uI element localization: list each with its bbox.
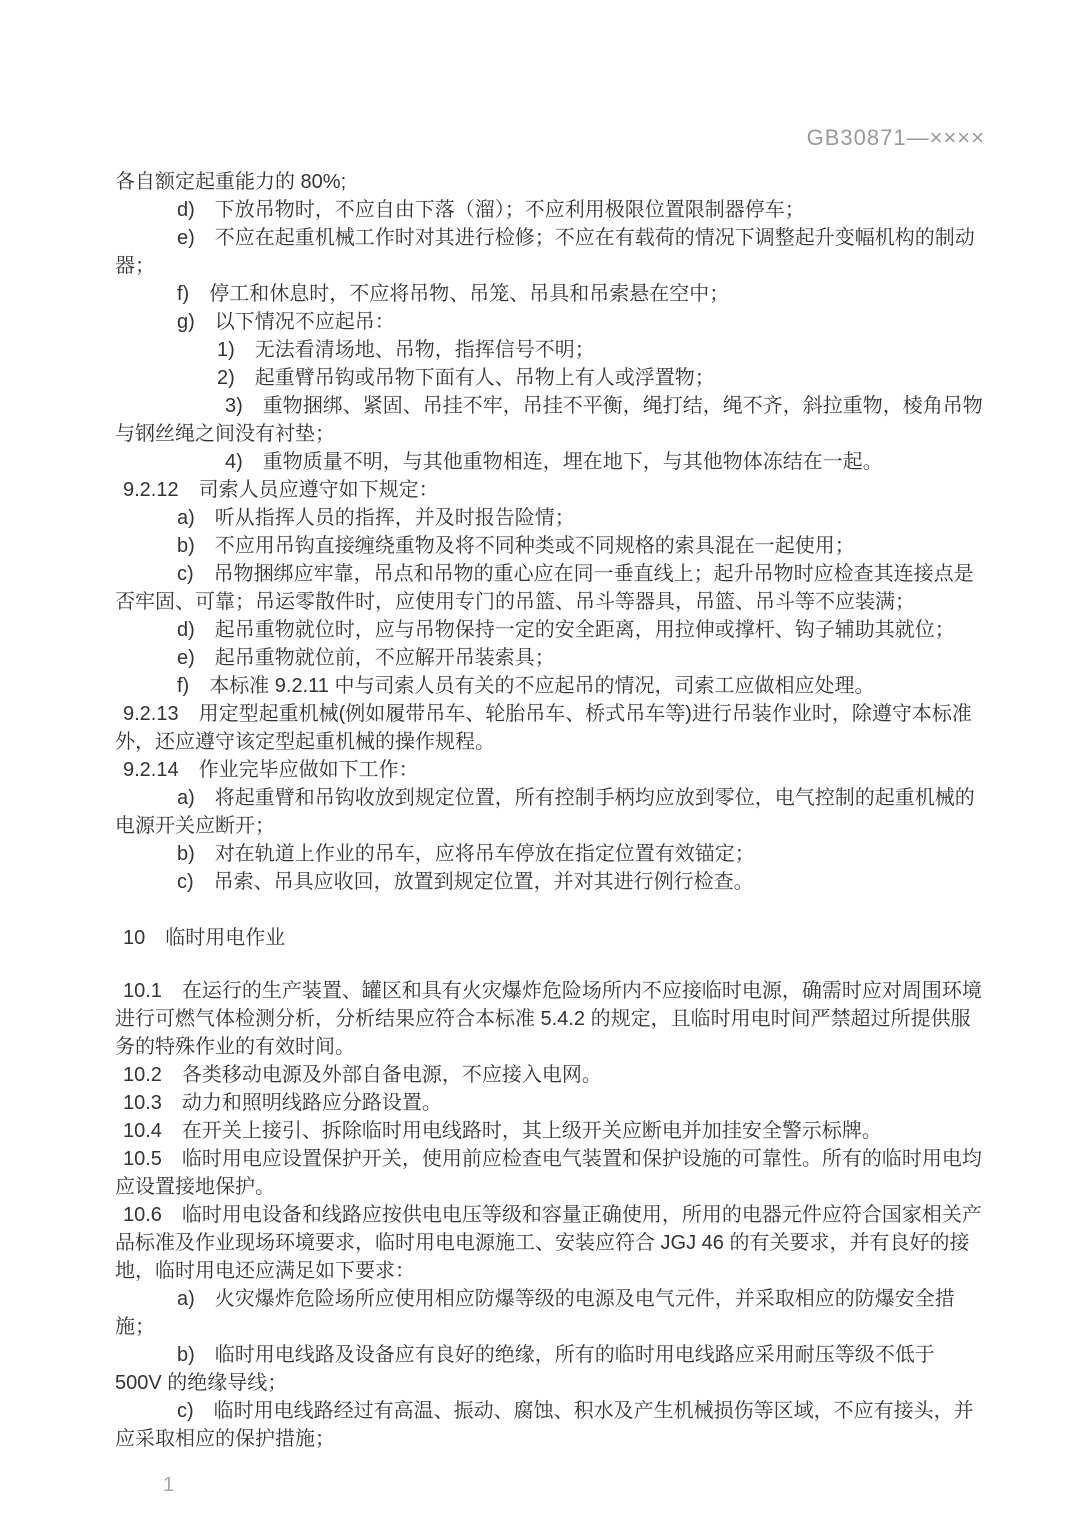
document-paragraph: 9.2.12 司索人员应遵守如下规定：	[123, 479, 439, 501]
document-paragraph: 10.2 各类移动电源及外部自备电源，不应接入电网。	[123, 1064, 602, 1086]
document-paragraph: 10.5 临时用电应设置保护开关，使用前应检查电气装置和保护设施的可靠性。所有的临时用电均应设置接地保护。	[115, 1148, 982, 1198]
document-paragraph: e) 不应在起重机械工作时对其进行检修；不应在有载荷的情况下调整起升变幅机构的制动器；	[115, 227, 975, 277]
document-paragraph: b) 不应用吊钩直接缠绕重物及将不同种类或不同规格的索具混在一起使用；	[177, 535, 855, 557]
document-paragraph: b) 对在轨道上作业的吊车，应将吊车停放在指定位置有效锚定；	[177, 843, 755, 865]
document-paragraph: b) 临时用电线路及设备应有良好的绝缘，所有的临时用电线路应采用耐压等级不低于 500V 的绝缘导线；	[115, 1344, 935, 1394]
document-paragraph: 9.2.14 作业完毕应做如下工作：	[123, 759, 419, 781]
document-paragraph: 4) 重物质量不明，与其他重物相连，埋在地下，与其他物体冻结在一起。	[225, 451, 883, 473]
document-paragraph: 9.2.13 用定型起重机械(例如履带吊车、轮胎吊车、桥式吊车等)进行吊装作业时，除遵守本标准外，还应遵守该定型起重机械的操作规程。	[115, 703, 972, 753]
document-paragraph: c) 吊索、吊具应收回，放置到规定位置，并对其进行例行检查。	[177, 871, 754, 893]
document-paragraph: a) 火灾爆炸危险场所应使用相应防爆等级的电源及电气元件，并采取相应的防爆安全措施；	[115, 1288, 955, 1338]
document-paragraph: a) 将起重臂和吊钩收放到规定位置，所有控制手柄均应放到零位，电气控制的起重机械的电源开关应断开；	[115, 787, 975, 837]
document-paragraph: 10.1 在运行的生产装置、罐区和具有火灾爆炸危险场所内不应接临时电源，确需时应对周围环境进行可燃气体检测分析，分析结果应符合本标准 5.4.2 的规定，且临时用电时间严禁超过所提供服务的特殊作业的有效时间。	[115, 980, 982, 1058]
document-paragraph: a) 听从指挥人员的指挥，并及时报告险情；	[177, 507, 575, 529]
section-heading: 10 临时用电作业	[123, 927, 286, 949]
document-paragraph: f) 本标准 9.2.11 中与司索人员有关的不应起吊的情况，司索工应做相应处理。	[177, 675, 875, 697]
document-paragraph: d) 下放吊物时，不应自由下落（溜）；不应利用极限位置限制器停车；	[177, 199, 805, 221]
standard-code: GB30871—××××	[806, 125, 985, 150]
document-paragraph: g) 以下情况不应起吊：	[177, 311, 395, 333]
document-paragraph: 2) 起重臂吊钩或吊物下面有人、吊物上有人或浮置物；	[217, 367, 715, 389]
document-paragraph: f) 停工和休息时，不应将吊物、吊笼、吊具和吊索悬在空中；	[177, 283, 730, 305]
document-paragraph: 3) 重物捆绑、紧固、吊挂不牢，吊挂不平衡，绳打结，绳不齐，斜拉重物，棱角吊物与钢丝绳之间没有衬垫；	[115, 395, 983, 445]
page-header	[115, 126, 985, 150]
page-number: 1	[163, 1474, 175, 1496]
document-paragraph: d) 起吊重物就位时，应与吊物保持一定的安全距离，用拉伸或撑杆、钩子辅助其就位；	[177, 619, 955, 641]
document-body	[115, 168, 985, 1453]
document-paragraph: 1) 无法看清场地、吊物，指挥信号不明；	[217, 339, 595, 361]
document-paragraph: c) 临时用电线路经过有高温、振动、腐蚀、积水及产生机械损伤等区域，不应有接头，并应采取相应的保护措施；	[115, 1400, 974, 1450]
document-paragraph: 10.3 动力和照明线路应分路设置。	[123, 1092, 442, 1114]
document-paragraph: 各自额定起重能力的 80%;	[115, 171, 347, 193]
document-paragraph: c) 吊物捆绑应牢靠，吊点和吊物的重心应在同一垂直线上；起升吊物时应检查其连接点是否牢固、可靠；吊运零散件时，应使用专门的吊篮、吊斗等器具，吊篮、吊斗等不应装满；	[115, 563, 974, 613]
document-paragraph: e) 起吊重物就位前，不应解开吊装索具；	[177, 647, 555, 669]
document-paragraph: 10.6 临时用电设备和线路应按供电电压等级和容量正确使用，所用的电器元件应符合国家相关产品标准及作业现场环境要求，临时用电电源施工、安装应符合 JGJ 46 的有关要求，并有良好的接地，临时用电还应满足如下要求：	[115, 1204, 982, 1282]
document-paragraph: 10.4 在开关上接引、拆除临时用电线路时，其上级开关应断电并加挂安全警示标牌。	[123, 1120, 882, 1142]
page-footer	[115, 1473, 985, 1497]
